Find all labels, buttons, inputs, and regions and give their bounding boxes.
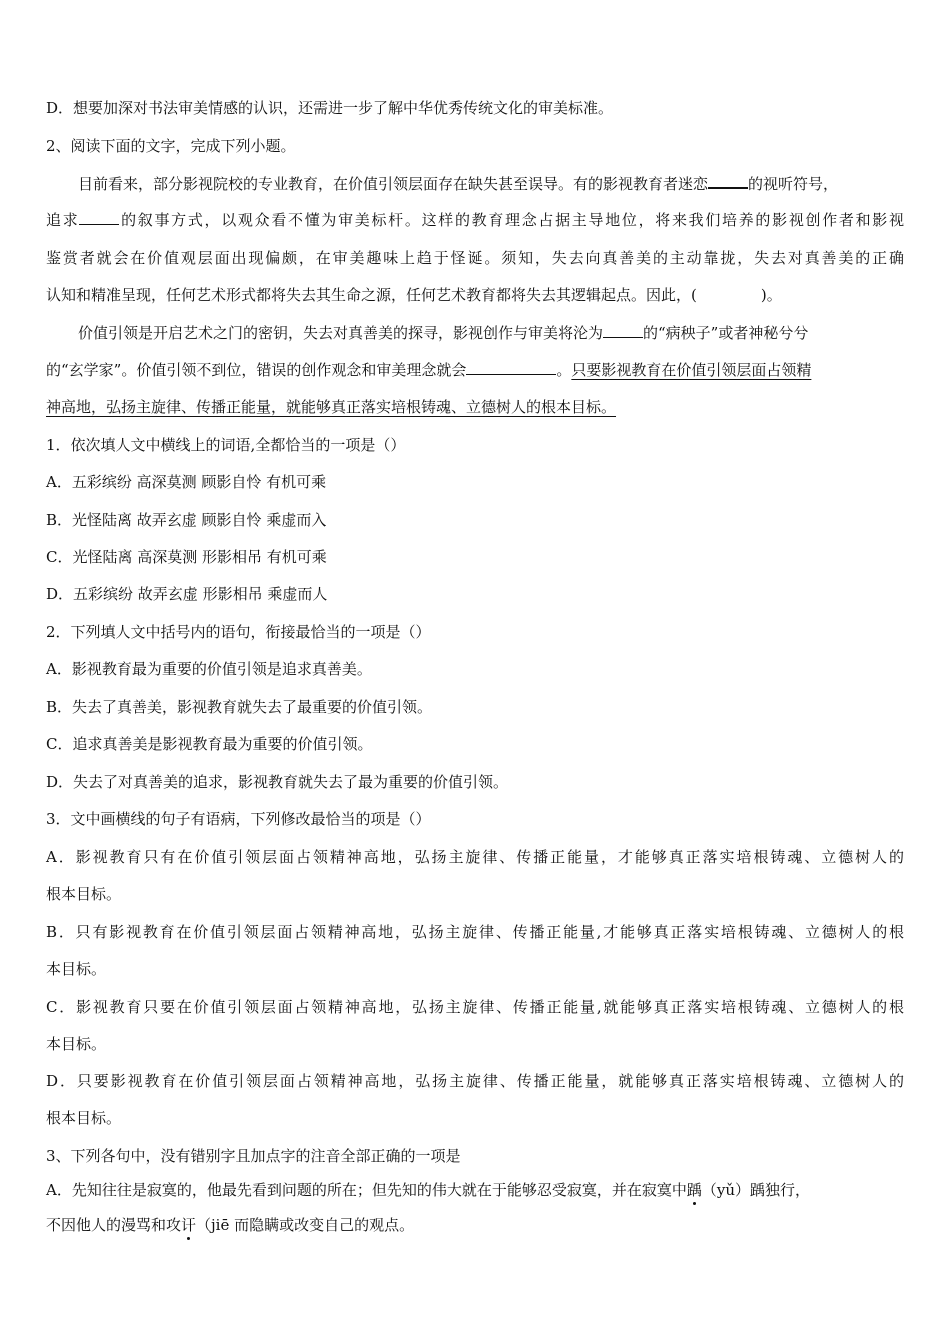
blank-4	[466, 360, 556, 375]
blank-1	[708, 173, 748, 189]
section-3-option-a-line-1: A．先知往往是寂寞的，他最先看到问题的所在；但先知的伟大就在于能够忍受寂寞，并在寂寞中踽（yǔ）踽独行，	[46, 1181, 810, 1199]
question-2-option-d: D．失去了对真善美的追求，影视教育就失去了最为重要的价值引领。	[46, 773, 509, 791]
question-3-option-b-line-2: 本目标。	[46, 960, 107, 978]
section-2-heading: 2、阅读下面的文字，完成下列小题。	[46, 137, 296, 155]
underlined-sentence-continued: 神高地，弘扬主旋律、传播正能量，就能够真正落实培根铸魂、立德树人的根本目标。	[46, 398, 617, 416]
question-3-option-d-line-1: D．只要影视教育在价值引领层面占领精神高地，弘扬主旋律、传播正能量，就能够真正落实培根铸魂、立德树人的	[46, 1072, 904, 1090]
dotted-char: 踽	[686, 1181, 702, 1199]
question-2: 2．下列填人文中括号内的语句，衔接最恰当的一项是（）	[46, 623, 431, 641]
section-3-option-a-line-2: 不因他人的漫骂和攻讦（jiē 而隐瞒或改变自己的观点。	[46, 1216, 415, 1234]
passage-paragraph-1-line-3: 鉴赏者就会在价值观层面出现偏颇，在审美趣味上趋于怪诞。须知，失去向真善美的主动靠拢，失去对真善美的正确	[46, 249, 904, 267]
option-d-prev: D．想要加深对书法审美情感的认识，还需进一步了解中华优秀传统文化的审美标准。	[46, 99, 614, 117]
question-2-option-c: C．追求真善美是影视教育最为重要的价值引领。	[46, 735, 373, 753]
question-3-option-a-line-1: A．影视教育只有在价值引领层面占领精神高地，弘扬主旋律、传播正能量，才能够真正落实培根铸魂、立德树人的	[46, 848, 904, 866]
question-3: 3．文中画横线的句子有语病，下列修改最恰当的项是（）	[46, 810, 431, 828]
blank-2	[79, 210, 119, 225]
passage-paragraph-1-line-1: 目前看来，部分影视院校的专业教育，在价值引领层面存在缺失甚至误导。有的影视教育者迷恋 的视听符号，	[78, 175, 839, 193]
passage-paragraph-2-line-2: 的“玄学家”。价值引领不到位，错误的创作观念和审美理念就会 。只要影视教育在价值引领层面占领精	[46, 361, 812, 379]
question-2-option-b: B．失去了真善美，影视教育就失去了最重要的价值引领。	[46, 698, 433, 716]
passage-paragraph-1-line-2: 追求 的叙事方式，以观众看不懂为审美标杆。这样的教育理念占据主导地位，将来我们培养的影视创作者和影视	[46, 211, 904, 229]
question-3-option-a-line-2: 根本目标。	[46, 885, 122, 903]
passage-paragraph-1-line-4: 认知和精准呈现，任何艺术形式都将失去其生命之源，任何艺术教育都将失去其逻辑起点。因此，( )。	[46, 286, 782, 304]
question-3-option-c-line-2: 本目标。	[46, 1035, 107, 1053]
blank-3	[603, 323, 643, 338]
question-1-option-d: D．五彩缤纷 故弄玄虚 形影相吊 乘虚而人	[46, 585, 328, 603]
section-3-heading: 3、下列各句中，没有错别字且加点字的注音全部正确的一项是	[46, 1147, 461, 1165]
question-3-option-c-line-1: C．影视教育只要在价值引领层面占领精神高地，弘扬主旋律、传播正能量,就能够真正落实培根铸魂、立德树人的根	[46, 998, 904, 1016]
question-1-option-a: A．五彩缤纷 高深莫测 顾影自怜 有机可乘	[46, 473, 327, 491]
question-3-option-b-line-1: B．只有影视教育在价值引领层面占领精神高地，弘扬主旋律、传播正能量,才能够真正落实培根铸魂、立德树人的根	[46, 923, 904, 941]
question-1-option-c: C．光怪陆离 高深莫测 形影相吊 有机可乘	[46, 548, 327, 566]
question-1: 1．依次填人文中横线上的词语,全都恰当的一项是（）	[46, 436, 406, 454]
passage-paragraph-2-line-1: 价值引领是开启艺术之门的密钥，失去对真善美的探寻，影视创作与审美将沦为 的“病秧子”或者神秘兮兮	[78, 324, 809, 342]
question-1-option-b: B．光怪陆离 故弄玄虚 顾影自怜 乘虚而入	[46, 511, 327, 529]
question-3-option-d-line-2: 根本目标。	[46, 1109, 122, 1127]
underlined-sentence: 只要影视教育在价值引领层面占领精	[571, 361, 812, 379]
question-2-option-a: A．影视教育最为重要的价值引领是追求真善美。	[46, 660, 372, 678]
dotted-char: 讦	[181, 1216, 197, 1234]
